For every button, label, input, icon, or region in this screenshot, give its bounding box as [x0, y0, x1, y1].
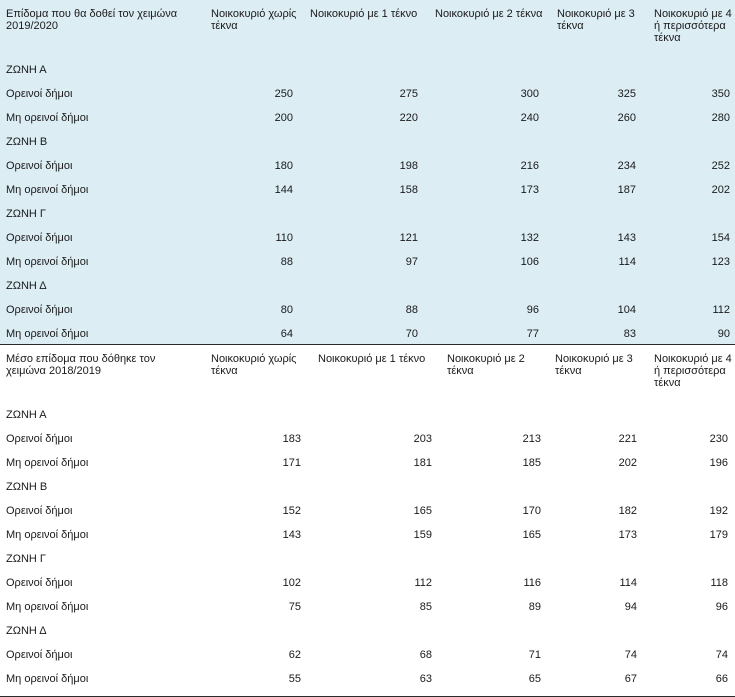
table-cell: 55	[288, 673, 301, 685]
zone-label: ΖΩΝΗ Δ	[6, 625, 47, 637]
table-cell: 71	[528, 649, 541, 661]
row-label: Ορεινοί δήμοι	[6, 304, 73, 316]
table-cell: 250	[274, 88, 293, 100]
table-cell: 202	[711, 184, 730, 196]
table-cell: 110	[275, 232, 293, 244]
table-cell: 67	[624, 673, 637, 685]
column-header: Νοικοκυριό με 3 τέκνα	[555, 353, 633, 377]
zone-label: ΖΩΝΗ Α	[6, 409, 47, 421]
table-cell: 70	[405, 328, 418, 340]
table-cell: 116	[523, 577, 541, 589]
table-cell: 181	[413, 457, 432, 469]
table-cell: 114	[618, 256, 636, 268]
table-cell: 66	[715, 673, 728, 685]
table-cell: 196	[709, 457, 728, 469]
column-header: Νοικοκυριό με 4 ή περισσότερα τέκνα	[654, 8, 732, 44]
table-cell: 74	[715, 649, 728, 661]
table-cell: 171	[282, 457, 301, 469]
table-cell: 154	[711, 232, 730, 244]
table-cell: 350	[711, 88, 730, 100]
table-cell: 173	[618, 529, 637, 541]
table-cell: 65	[528, 673, 541, 685]
table-cell: 112	[712, 304, 730, 316]
table-cell: 252	[711, 160, 730, 172]
table-cell: 158	[399, 184, 418, 196]
row-label: Ορεινοί δήμοι	[6, 433, 73, 445]
table-cell: 75	[288, 601, 301, 613]
table-cell: 77	[526, 328, 539, 340]
zone-label: ΖΩΝΗ Γ	[6, 553, 46, 565]
table-cell: 187	[617, 184, 636, 196]
table-cell: 144	[274, 184, 293, 196]
table-cell: 89	[528, 601, 541, 613]
table-cell: 64	[280, 328, 293, 340]
table-cell: 220	[399, 112, 418, 124]
table-title: Μέσο επίδομα που δόθηκε τον χειμώνα 2018/2019	[6, 353, 156, 377]
table-cell: 143	[282, 529, 301, 541]
table-cell: 300	[520, 88, 539, 100]
table-cell: 170	[522, 505, 541, 517]
row-label: Ορεινοί δήμοι	[6, 88, 73, 100]
row-label: Μη ορεινοί δήμοι	[6, 529, 89, 541]
table-cell: 94	[624, 601, 637, 613]
table-cell: 192	[709, 505, 728, 517]
table-cell: 83	[623, 328, 636, 340]
table-cell: 121	[399, 232, 418, 244]
row-label: Μη ορεινοί δήμοι	[6, 601, 89, 613]
row-label: Μη ορεινοί δήμοι	[6, 112, 89, 124]
table-cell: 112	[414, 577, 432, 589]
zone-label: ΖΩΝΗ Β	[6, 481, 48, 493]
table-cell: 123	[711, 256, 730, 268]
zone-label: ΖΩΝΗ Γ	[6, 208, 46, 220]
column-header: Νοικοκυριό με 3 τέκνα	[557, 8, 635, 32]
table-cell: 198	[399, 160, 418, 172]
table-cell: 118	[710, 577, 728, 589]
table-cell: 85	[419, 601, 432, 613]
table-cell: 260	[617, 112, 636, 124]
table-cell: 173	[520, 184, 539, 196]
table-cell: 182	[618, 505, 637, 517]
column-header: Νοικοκυριό χωρίς τέκνα	[211, 8, 297, 32]
table-cell: 325	[617, 88, 636, 100]
column-header: Νοικοκυριό με 1 τέκνο	[310, 8, 418, 20]
table-cell: 230	[709, 433, 728, 445]
table-cell: 165	[413, 505, 432, 517]
table-cell: 221	[618, 433, 637, 445]
table-cell: 74	[624, 649, 637, 661]
row-label: Μη ορεινοί δήμοι	[6, 457, 89, 469]
table-title: Επίδομα που θα δοθεί τον χειμώνα 2019/2020	[6, 8, 178, 32]
table-cell: 200	[274, 112, 293, 124]
table-cell: 152	[282, 505, 301, 517]
table-cell: 280	[711, 112, 730, 124]
row-label: Ορεινοί δήμοι	[6, 649, 73, 661]
table-cell: 275	[399, 88, 418, 100]
column-header: Νοικοκυριό χωρίς τέκνα	[211, 353, 297, 377]
table-cell: 143	[617, 232, 636, 244]
row-label: Μη ορεινοί δήμοι	[6, 673, 89, 685]
table-cell: 159	[413, 529, 432, 541]
column-header: Νοικοκυριό με 4 ή περισσότερα τέκνα	[654, 353, 732, 389]
table-cell: 203	[413, 433, 432, 445]
table-cell: 88	[405, 304, 418, 316]
table-cell: 183	[282, 433, 301, 445]
table-cell: 106	[520, 256, 539, 268]
table-cell: 132	[520, 232, 539, 244]
table-cell: 185	[522, 457, 541, 469]
table-cell: 213	[522, 433, 541, 445]
column-header: Νοικοκυριό με 2 τέκνα	[435, 8, 543, 20]
table-cell: 68	[419, 649, 432, 661]
zone-label: ΖΩΝΗ Α	[6, 64, 47, 76]
table-cell: 97	[405, 256, 418, 268]
table-cell: 104	[617, 304, 636, 316]
table-cell: 179	[709, 529, 728, 541]
table-cell: 234	[617, 160, 636, 172]
table-cell: 63	[419, 673, 432, 685]
table-cell: 216	[520, 160, 539, 172]
table-cell: 96	[526, 304, 539, 316]
row-label: Ορεινοί δήμοι	[6, 577, 73, 589]
row-label: Ορεινοί δήμοι	[6, 232, 73, 244]
row-label: Μη ορεινοί δήμοι	[6, 256, 89, 268]
table-cell: 202	[618, 457, 637, 469]
table-cell: 80	[280, 304, 293, 316]
table-cell: 165	[522, 529, 541, 541]
table-cell: 62	[288, 649, 301, 661]
table-cell: 88	[280, 256, 293, 268]
zone-label: ΖΩΝΗ Δ	[6, 280, 47, 292]
table-cell: 240	[520, 112, 539, 124]
table-2018-2019	[0, 345, 735, 697]
column-header: Νοικοκυριό με 1 τέκνο	[318, 353, 426, 365]
table-cell: 102	[282, 577, 301, 589]
table-cell: 96	[715, 601, 728, 613]
table-2019-2020	[0, 0, 735, 345]
zone-label: ΖΩΝΗ Β	[6, 136, 48, 148]
column-header: Νοικοκυριό με 2 τέκνα	[447, 353, 525, 377]
row-label: Μη ορεινοί δήμοι	[6, 328, 89, 340]
table-cell: 180	[274, 160, 293, 172]
row-label: Ορεινοί δήμοι	[6, 160, 73, 172]
row-label: Μη ορεινοί δήμοι	[6, 184, 89, 196]
table-cell: 90	[717, 328, 730, 340]
row-label: Ορεινοί δήμοι	[6, 505, 73, 517]
table-cell: 114	[619, 577, 637, 589]
